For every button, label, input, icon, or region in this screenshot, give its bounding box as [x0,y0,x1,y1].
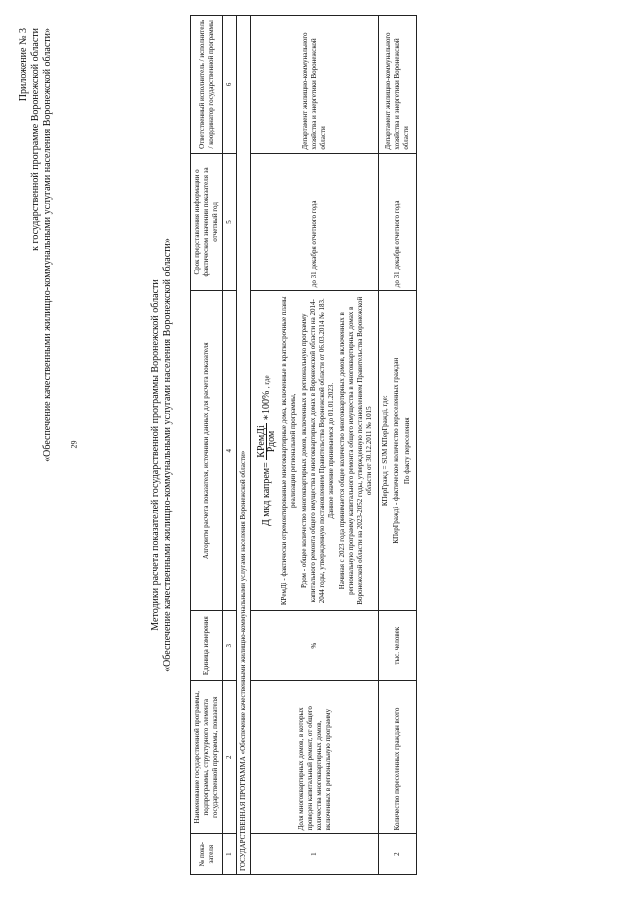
row-unit: тыс. человек [379,611,417,681]
formula-right: ∗100% [260,390,272,421]
appendix-program-title: «Обеспечение качественными жилищно-коммунальными услугами населения Воронежской области» [42,28,53,462]
header-unit: Единица измерения [191,611,223,681]
row-indicator-name: Количество переселенных граждан всего [379,681,417,834]
appendix-program-ref: к государственной программе Воронежской области [30,28,41,251]
document-title [150,155,174,755]
algorithm-desc-1: КРемДi - фактически отремонтированные многоквартирные дома, включенные в краткосрочные планы реализации региональной программы, [280,296,297,606]
formula-numerator: КРемДi [256,425,267,458]
indicators-table [190,15,417,875]
table-header-row [191,16,223,875]
formula [257,294,276,607]
header-deadline: Срок представления информации о фактическом значении показателя за отчетный год [191,153,223,291]
appendix-header [18,28,54,588]
algorithm-desc-3: Начиная с 2023 года принимается общее количество многоквартирных домов, включенных в региональную программу капитального ремонта общего имущества в многоквартирных домах в Воронежской области на 2023-2052 годы, утвержденную постановлением Правительства Воронежской области от 30.12.2011 № 1015 [338,296,373,605]
col-number: 1 [223,834,237,875]
header-indicator-name: Наименование государственной программы, подпрограммы, структурного элемента государственной программы, показателя [191,681,223,834]
algorithm-desc-2: По факту переселения [403,417,411,485]
table-row [251,16,379,875]
table-row [379,16,417,875]
row-deadline: до 31 декабря отчетного года [251,153,379,291]
row-algorithm [251,291,379,611]
row-number: 2 [379,834,417,875]
section-row [237,16,251,875]
col-number: 5 [223,153,237,291]
formula-left: Д мкд капрем= [260,462,272,527]
column-numbers-row [223,16,237,875]
row-number: 1 [251,834,379,875]
row-responsible: Департамент жилищно-коммунального хозяйства и энергетики Воронежской области [251,16,379,154]
row-indicator-name: Доля многоквартирных домов, в которых проведен капитальный ремонт, от общего количества многоквартирных домов, включенных в региональную программу [251,681,379,834]
formula-fraction [257,423,276,459]
row-responsible: Департамент жилищно-коммунального хозяйства и энергетики Воронежской области [379,16,417,154]
header-responsible: Ответственный исполнитель / исполнитель / координатор государственной программы [191,16,223,154]
title-line-2: «Обеспечение качественными жилищно-коммунальными услугами населения Воронежской области» [162,238,173,672]
row-unit: % [251,611,379,681]
col-number: 6 [223,16,237,154]
header-algorithm: Алгоритм расчета показателя, источники данных для расчета показателя [191,291,223,611]
col-number: 4 [223,291,237,611]
formula-denominator: Рдом [266,430,277,453]
col-number: 2 [223,681,237,834]
algorithm-desc-2: Рдом - общее количество многоквартирных домов, включенных в региональную программу капитального ремонта общего имущества в многоквартирных домах в Воронежской области на 2014-2044 годы, утвержденную постановлением Правительства Воронежской области от 06.03.2014 № 183. Данное значение принимаемся до 01.01.2023. [300,298,335,604]
appendix-number: Приложение № 3 [18,28,29,102]
row-deadline: до 31 декабря отчетного года [379,153,417,291]
section-title: ГОСУДАРСТВЕННАЯ ПРОГРАММА «Обеспечение качественными жилищно-коммунальными услугами населения Воронежской области» [237,16,251,875]
formula: КПерГражд = SUM КПерГраждi, где: [381,395,389,507]
col-number: 3 [223,611,237,681]
page-number: 29 [69,440,79,449]
header-indicator-number: № пока-зателя [191,834,223,875]
row-algorithm [379,291,417,611]
title-line-1: Методики расчета показателей государственной программы Воронежской области [150,279,161,631]
algorithm-desc-1: КПерГраждi - фактическое количество переселенных граждан [392,357,400,544]
formula-tail: , где [262,375,271,389]
